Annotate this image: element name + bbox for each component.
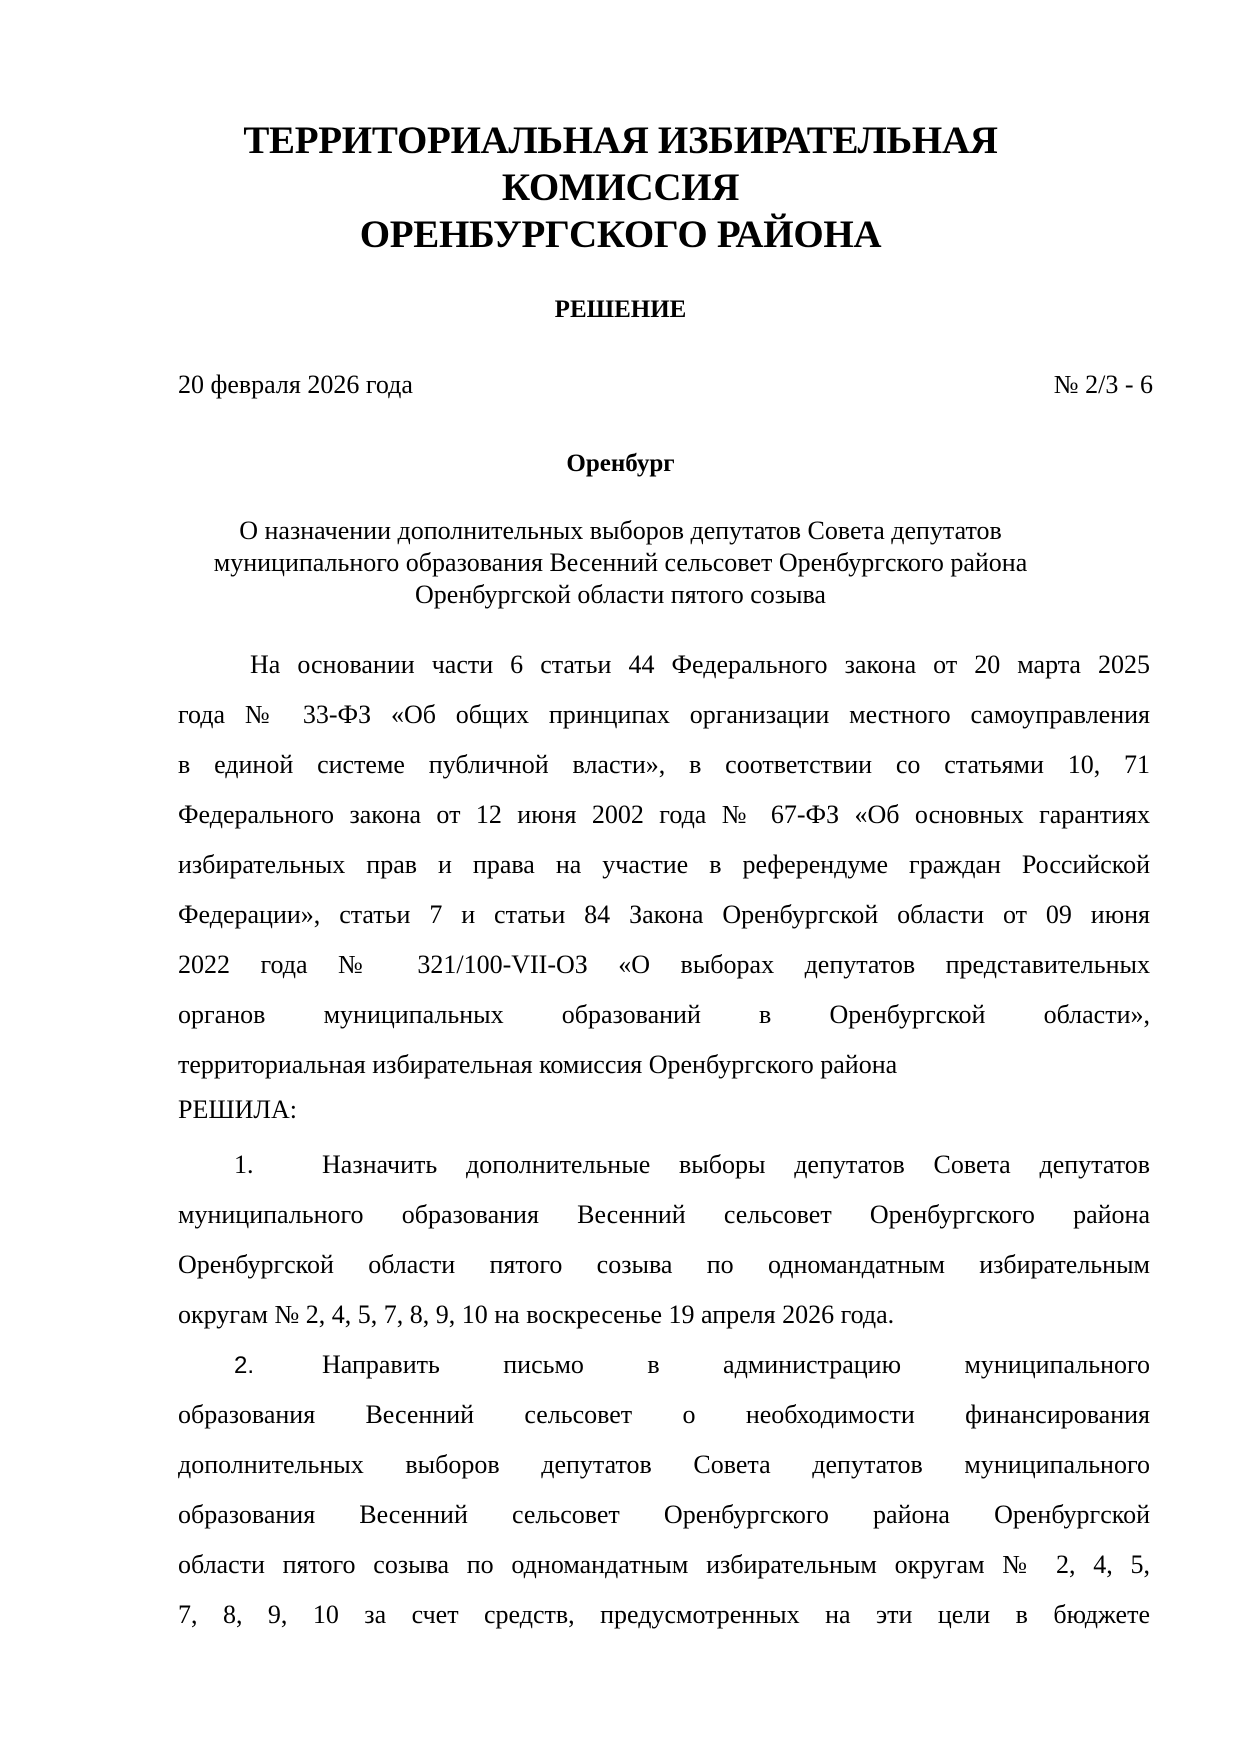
item-number: 1. <box>234 1150 254 1179</box>
item-line: округам № 2, 4, 5, 7, 8, 9, 10 на воскресенье 19 апреля 2026 года. <box>178 1300 895 1329</box>
preamble-line: На основании части 6 статьи 44 Федерального закона от 20 марта 2025 <box>250 650 1150 679</box>
subject-line: муниципального образования Весенний сельсовет Оренбургского района <box>213 548 1028 577</box>
commission-title-line-3: ОРЕНБУРГСКОГО РАЙОНА <box>359 213 882 256</box>
item-line: области пятого созыва по одномандатным избирательным округам № 2, 4, 5, <box>178 1550 1150 1579</box>
item-line: Направить письмо в администрацию муниципального <box>322 1350 1150 1379</box>
decision-number: № 2/3 - 6 <box>1053 370 1153 399</box>
preamble-line: в единой системе публичной власти», в соответствии со статьями 10, 71 <box>178 750 1150 779</box>
document-type: РЕШЕНИЕ <box>554 296 687 323</box>
commission-title-line-2: КОМИССИЯ <box>501 166 740 209</box>
preamble-line: Федерального закона от 12 июня 2002 года № 67-ФЗ «Об основных гарантиях <box>178 800 1150 829</box>
city-name: Оренбург <box>566 450 675 477</box>
item-line: муниципального образования Весенний сельсовет Оренбургского района <box>178 1200 1150 1229</box>
preamble-line: Федерации», статьи 7 и статьи 84 Закона Оренбургской области от 09 июня <box>178 900 1150 929</box>
item-line: Оренбургской области пятого созыва по одномандатным избирательным <box>178 1250 1150 1279</box>
item-number: 2. <box>234 1352 255 1379</box>
commission-title-line-1: ТЕРРИТОРИАЛЬНАЯ ИЗБИРАТЕЛЬНАЯ <box>243 119 998 162</box>
preamble-line: избирательных прав и права на участие в референдуме граждан Российской <box>178 850 1150 879</box>
subject-line: Оренбургской области пятого созыва <box>415 580 826 609</box>
preamble-line: органов муниципальных образований в Оренбургской области», <box>178 1000 1150 1029</box>
subject-line: О назначении дополнительных выборов депутатов Совета депутатов <box>239 516 1002 545</box>
item-line: образования Весенний сельсовет Оренбургского района Оренбургской <box>178 1500 1150 1529</box>
preamble-line: года № 33-ФЗ «Об общих принципах организации местного самоуправления <box>178 700 1150 729</box>
preamble-line: 2022 года № 321/100-VII-ОЗ «О выборах депутатов представительных <box>178 950 1150 979</box>
resolved-label: РЕШИЛА: <box>178 1095 297 1124</box>
preamble-line: территориальная избирательная комиссия Оренбургского района <box>178 1050 898 1079</box>
item-line: дополнительных выборов депутатов Совета депутатов муниципального <box>178 1450 1150 1479</box>
decision-date: 20 февраля 2026 года <box>178 370 413 399</box>
item-line: 7, 8, 9, 10 за счет средств, предусмотренных на эти цели в бюджете <box>178 1600 1150 1629</box>
item-line: образования Весенний сельсовет о необходимости финансирования <box>178 1400 1150 1429</box>
item-line: Назначить дополнительные выборы депутатов Совета депутатов <box>322 1150 1150 1179</box>
